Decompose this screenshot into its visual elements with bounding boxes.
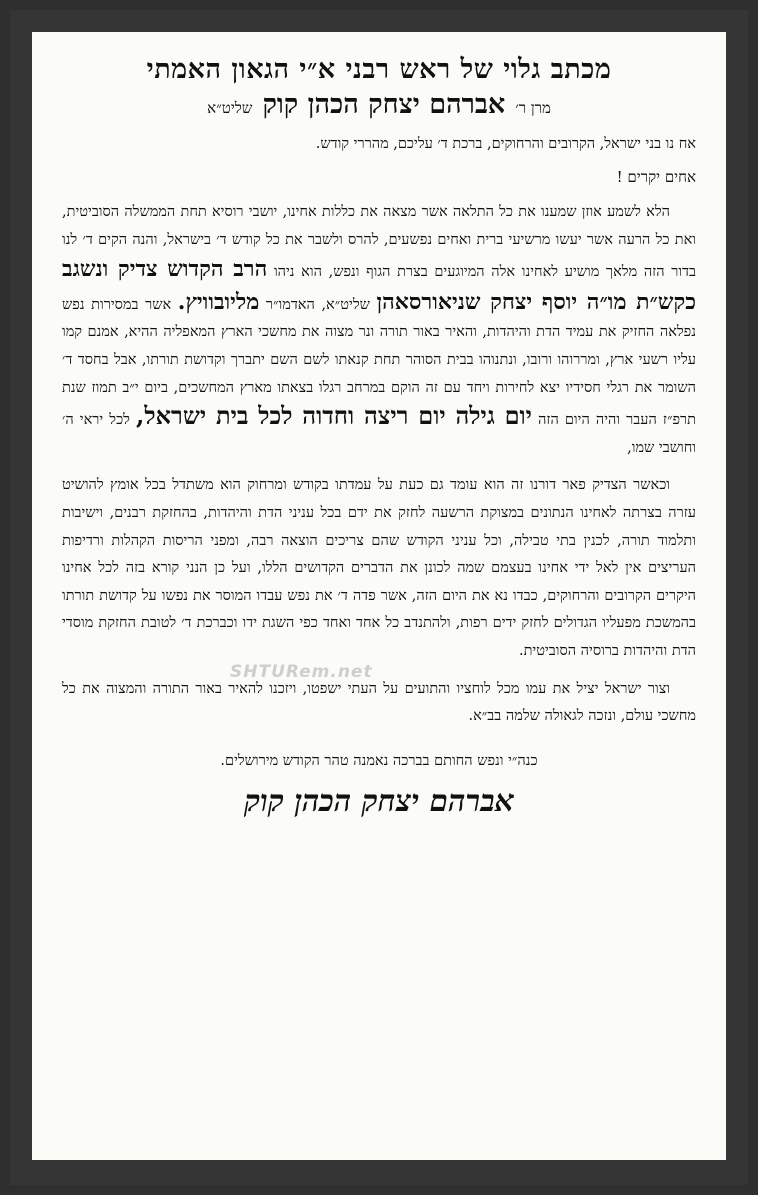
- salutation: אח נו בני ישראל, הקרובים והרחוקים, ברכת ד׳ עליכם, מהררי קודש.: [315, 136, 696, 152]
- p1-text-a: הלא לשמע אוזן שמענו את כל התלאה אשר מצאה את כללות אחינו, יושבי רוסיא תחת הממשלה הסוביטית, ואת כל הרעה אשר יעשו מרשיעי ברית ואחים נפשעים, להרס ולשבר את כל קודש ד׳ בישראל, והנה הקים ד׳ לנו בדור הזה מלאך מושיע לאחינו אלה המיוגעים בצרת הגוף ונפש, הוא ניהו: [62, 204, 697, 281]
- p1-text-c: אשר במסירות נפש נפלאה החזיק את עמיד הדת והיהדות, והאיר באור תורה ונר מצוה את מחשכי הארץ המאפליה ההיא, אמנם קמו עליו רשעי ארץ, ומררוהו ורובו, ונתנוהו בבית הסוהר תחת קנאתו לשם השם יתברך וקדושת תורתו, אבל בחסד ד׳ השומר את רגלי חסידיו יצא לחירות ויחד עם זה הוקם במרחב רגלו בצאתו מארץ המחשכים, ביום י״ב תמוז שנת תרפ״ז העבר והיה היום הזה: [62, 296, 697, 429]
- document-page: [32, 32, 726, 1160]
- p1-text-b: שליט״א, האדמו״ר: [265, 296, 370, 313]
- closing-line: כנה״י ונפש החותם בברכה נאמנה טהר הקודש מירושלים.: [220, 752, 538, 769]
- rabbi-name: אברהם יצחק הכהן קוק: [262, 89, 506, 120]
- p1-text-d: לכל יראי ה׳ וחושבי שמו,: [62, 412, 696, 456]
- celebration-day: יום גילה יום ריצה וחדוה לכל בית ישראל,: [136, 401, 532, 431]
- rebbe-title: מליובוויץ.: [177, 288, 260, 315]
- signature: אברהם יצחק הכהן קוק: [244, 783, 514, 819]
- letter-title: מכתב גלוי של ראש רבני א״י הגאון האמתי: [146, 54, 612, 85]
- rabbi-name-line: [62, 89, 696, 120]
- rebbe-name: הרב הקדוש צדיק ונשגב כקש״ת מו״ה יוסף יצחק שניאורסאהן: [62, 256, 697, 315]
- paragraph-1: [62, 199, 696, 462]
- watermark: SHTURem.net: [230, 662, 373, 682]
- sig-suffix: שליט״א: [207, 99, 253, 117]
- greeting: אחים יקרים !: [616, 168, 696, 186]
- paragraph-2: וכאשר הצדיק פאר דורנו זה הוא עומד גם כעת על עמדתו בקודש ומרחוק הוא משתדל בכל אומץ להושיט עזרה בצרתה לאחינו הנתונים במצוקת הרשעה לחזק את ידם בכל עניני הדת והיהדות, בהחזקת רבנים, וישיבות ותלמוד תורה, לכנין בתי טבילה, וכל עניני הקודש שהם צריכים הוצאה רבה, ומפני הריסות הקהלות ורדיפות העריצים אין לאל ידי אחינו בעצמם שמה לכונן את הדברים הקדושים הללו, ועל כן הנני קורא בזה לכל אחינו היקרים הקרובים והרחוקים, כבדו נא את היום הזה, אשר פדה ד׳ את נפש עבדו המוסר את נפשו על קדושת תורתו בהמשכת מפעליו הגדולים לחזק ידים רפות, ולהתנדב כל אחד ואחד כפי השגת ידו וכברכת ד׳ לטובת החזקת מוסדי הדת והיהדות ברוסיה הסוביטית.: [62, 477, 696, 659]
- sig-prefix: מרן ר׳: [515, 99, 551, 117]
- paragraph-3: וצור ישראל יציל את עמו מכל לוחציו והתועים על העתי ישפטו, ויזכנו להאיר באור התורה והמצוה את כל מחשכי עולם, ונזכה לגאולה שלמה בב״א.: [62, 680, 696, 725]
- letter-body: [62, 199, 696, 731]
